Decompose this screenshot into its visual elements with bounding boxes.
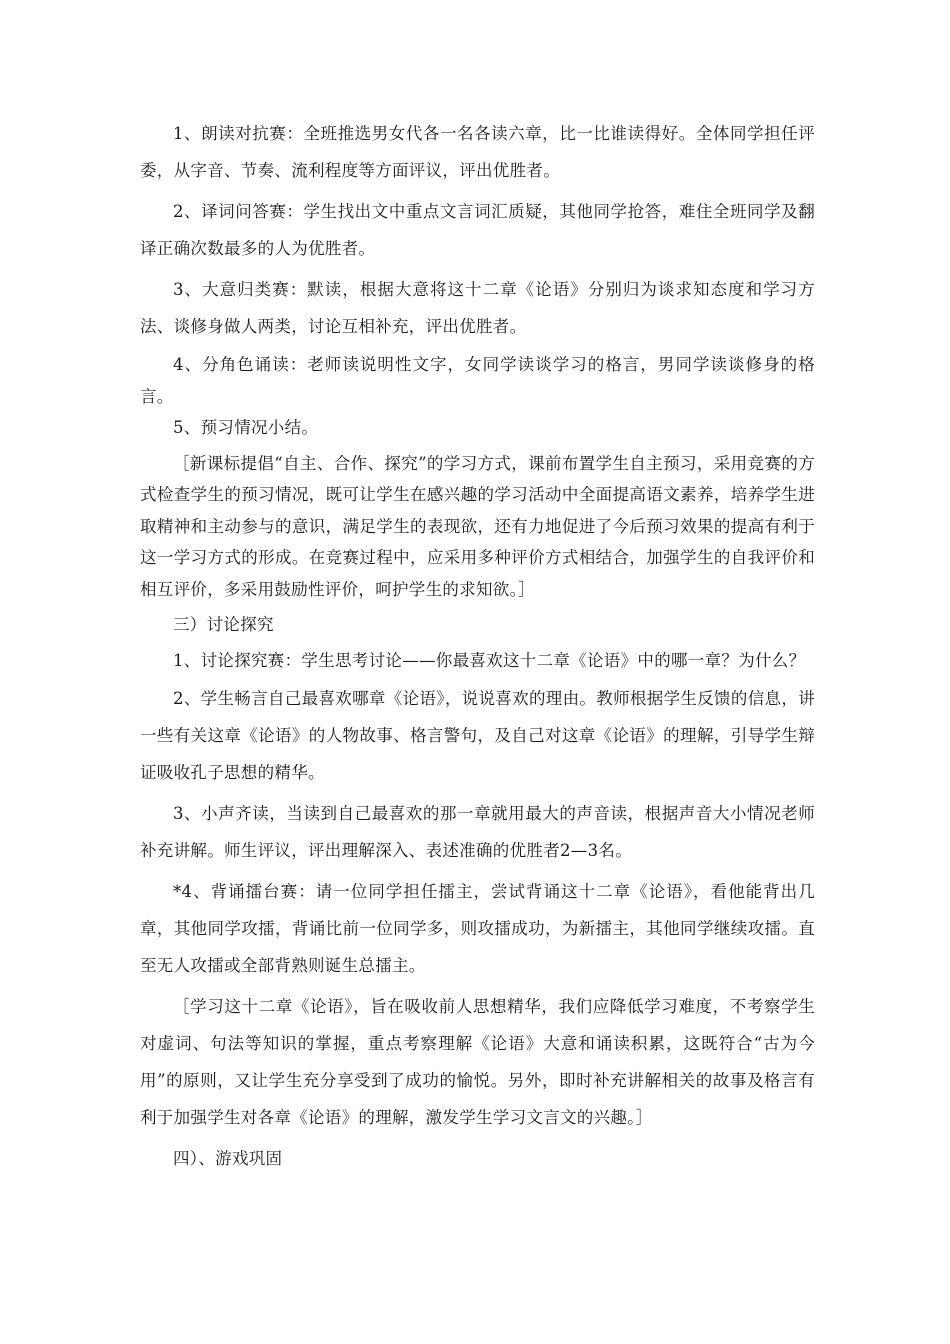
paragraph-reading-contest: 1、朗读对抗赛：全班推选男女代各一名各读六章，比一比谁读得好。全体同学担任评委，从字音、节奏、流利程度等方面评议，评出优胜者。: [140, 124, 815, 180]
paragraph-commentary-preview: ［新课标提倡“自主、合作、探究”的学习方式，课前布置学生自主预习，采用竞赛的方式检查学生的预习情况，既可让学生在感兴趣的学习活动中全面提高语文素养，培养学生进取精神和主动参与的意识，满足学生的表现欲，还有力地促进了今后预习效果的提高有利于这一学习方式的形成。在竞赛过程中，应采用多种评价方式相结合，加强学生的自我评价和相互评价，多采用鼓励性评价，呵护学生的求知欲。］: [140, 453, 815, 599]
paragraph-role-reading: 4、分角色诵读：老师读说明性文字，女同学读谈学习的格言，男同学读谈修身的格言。: [140, 355, 815, 406]
paragraph-preview-summary: 5、预习情况小结。: [173, 418, 319, 437]
paragraph-meaning-classification: 3、大意归类赛：默读，根据大意将这十二章《论语》分别归为谈求知态度和学习方法、谈修身做人两类，讨论互相补充，评出优胜者。: [140, 280, 815, 336]
paragraph-word-quiz: 2、译词问答赛：学生找出文中重点文言词汇质疑，其他同学抢答，难住全班同学及翻译正确次数最多的人为优胜者。: [140, 202, 815, 258]
section-heading-discussion: 三）讨论探究: [173, 615, 274, 634]
paragraph-favorite-chapter: 2、学生畅言自己最喜欢哪章《论语》，说说喜欢的理由。教师根据学生反馈的信息，讲一些有关这章《论语》的人物故事、格言警句，及自己对这章《论语》的理解，引导学生辩证吸收孔子思想的精华。: [140, 689, 815, 782]
paragraph-discussion-contest: 1、讨论探究赛：学生思考讨论——你最喜欢这十二章《论语》中的哪一章？为什么？: [173, 650, 806, 670]
section-heading-game-review: 四）、游戏巩固: [173, 1149, 283, 1168]
paragraph-commentary-lunyu: ［学习这十二章《论语》，旨在吸收前人思想精华，我们应降低学习难度，不考察学生对虚词、句法等知识的掌握，重点考察理解《论语》大意和诵读积累，这既符合“古为今用”的原则，又让学生充分享受到了成功的愉悦。另外，即时补充讲解相关的故事及格言有利于加强学生对各章《论语》的理解，激发学生学习文言文的兴趣。］: [140, 997, 815, 1127]
paragraph-recitation-contest: *4、背诵擂台赛：请一位同学担任擂主，尝试背诵这十二章《论语》，看他能背出几章，其他同学攻擂，背诵比前一位同学多，则攻擂成功，为新擂主，其他同学继续攻擂。直至无人攻擂或全部背熟则诞生总擂主。: [140, 882, 815, 975]
paragraph-group-reading: 3、小声齐读，当读到自己最喜欢的那一章就用最大的声音读，根据声音大小情况老师补充讲解。师生评议，评出理解深入、表述准确的优胜者2—3名。: [140, 804, 815, 860]
document-body: [140, 115, 815, 1177]
